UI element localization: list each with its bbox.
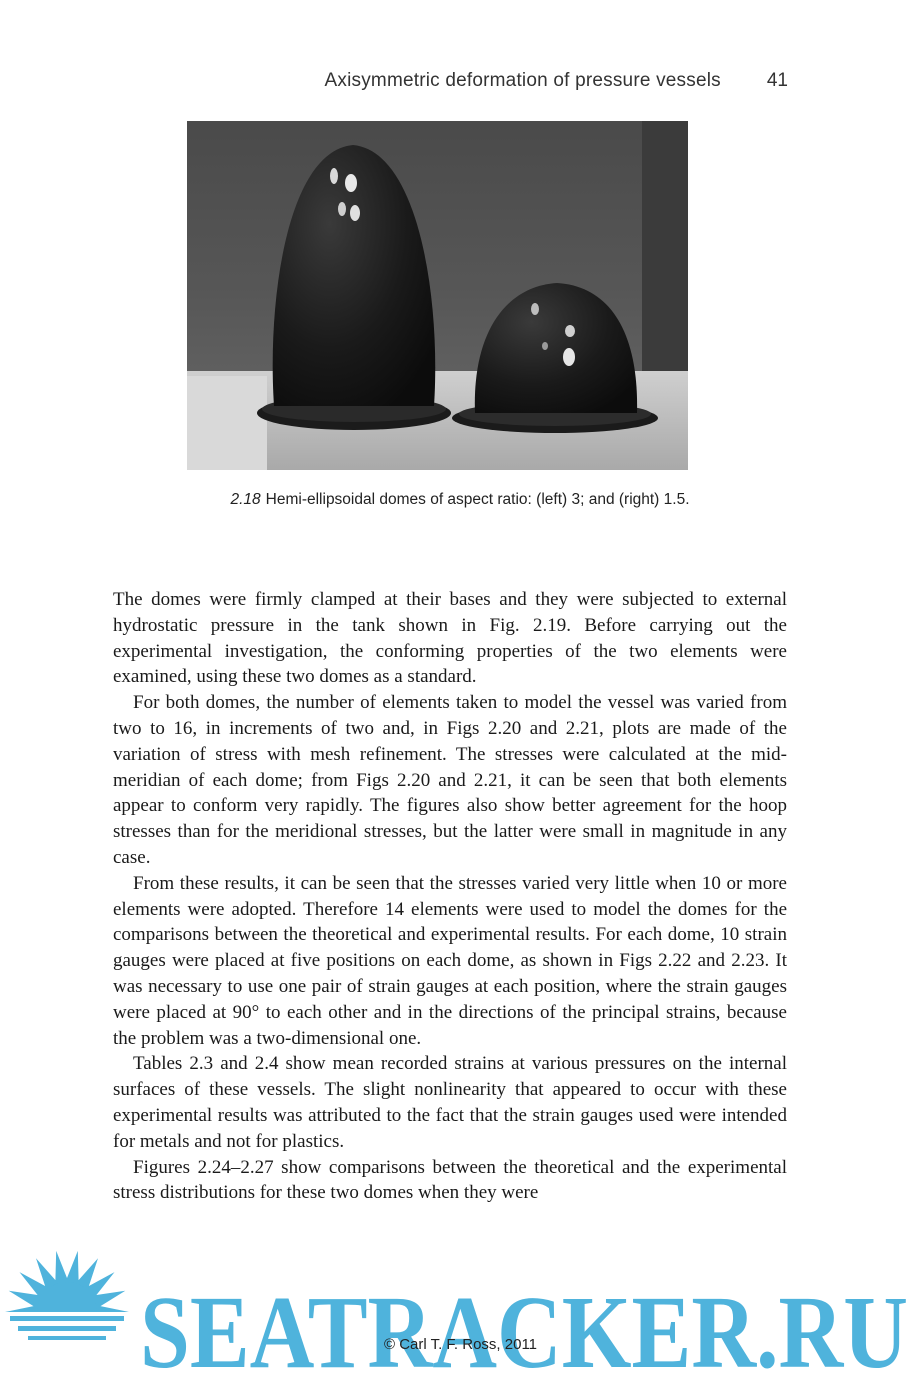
paragraph: The domes were firmly clamped at their bases and they were subjected to external hydrostatic pressure in the tank shown in Fig. 2.19. Before carrying out the experimental investigation, the conforming properties of the two elements were examined, using these two domes as a standard. xyxy=(113,589,787,688)
watermark xyxy=(0,1243,921,1381)
running-title: Axisymmetric deformation of pressure vessels xyxy=(324,70,721,91)
sun-icon xyxy=(0,1251,140,1381)
page-number: 41 xyxy=(766,70,788,91)
caption-number: 2.18 xyxy=(230,491,261,508)
figure-photo xyxy=(187,121,688,470)
paragraph: From these results, it can be seen that the stresses varied very little when 10 or more elements were adopted. Therefore 14 elements were used to model the domes for the comparisons between the theoretical and experimental results. For each dome, 10 strain gauges were placed at five positions on each dome, as shown in Figs 2.22 and 2.23. It was necessary to use one pair of strain gauges at each position, where the strain gauges were placed at 90° to each other and in the directions of the principal strains, because the problem was a two-dimensional one. xyxy=(113,872,787,1049)
paragraph: Tables 2.3 and 2.4 show mean recorded strains at various pressures on the internal surfaces of these vessels. The slight nonlinearity that appeared to occur with these experimental results was attributed to the fact that the strain gauges used were intended for metals and not for plastics. xyxy=(113,1053,787,1152)
paragraph: For both domes, the number of elements taken to model the vessel was varied from two to 16, in increments of two and, in Figs 2.20 and 2.21, plots are made of the variation of stress with mesh refinement. The stresses were calculated at the mid-meridian of each dome; from Figs 2.20 and 2.21, it can be seen that both elements appear to conform very rapidly. The figures also show better agreement for the hoop stresses than for the meridional stresses, but the latter were small in magnitude in any case. xyxy=(113,692,787,868)
watermark-text: SEATRACKER.RU xyxy=(140,1275,908,1381)
running-head xyxy=(200,66,788,96)
caption-text: Hemi-ellipsoidal domes of aspect ratio: (left) 3; and (right) 1.5. xyxy=(265,491,690,508)
figure-caption xyxy=(160,491,760,509)
copyright: © Carl T. F. Ross, 2011 xyxy=(383,1336,538,1353)
body-text xyxy=(113,587,787,1206)
paragraph: Figures 2.24–2.27 show comparisons between the theoretical and the experimental stress distributions for these two domes when they were xyxy=(113,1156,787,1204)
